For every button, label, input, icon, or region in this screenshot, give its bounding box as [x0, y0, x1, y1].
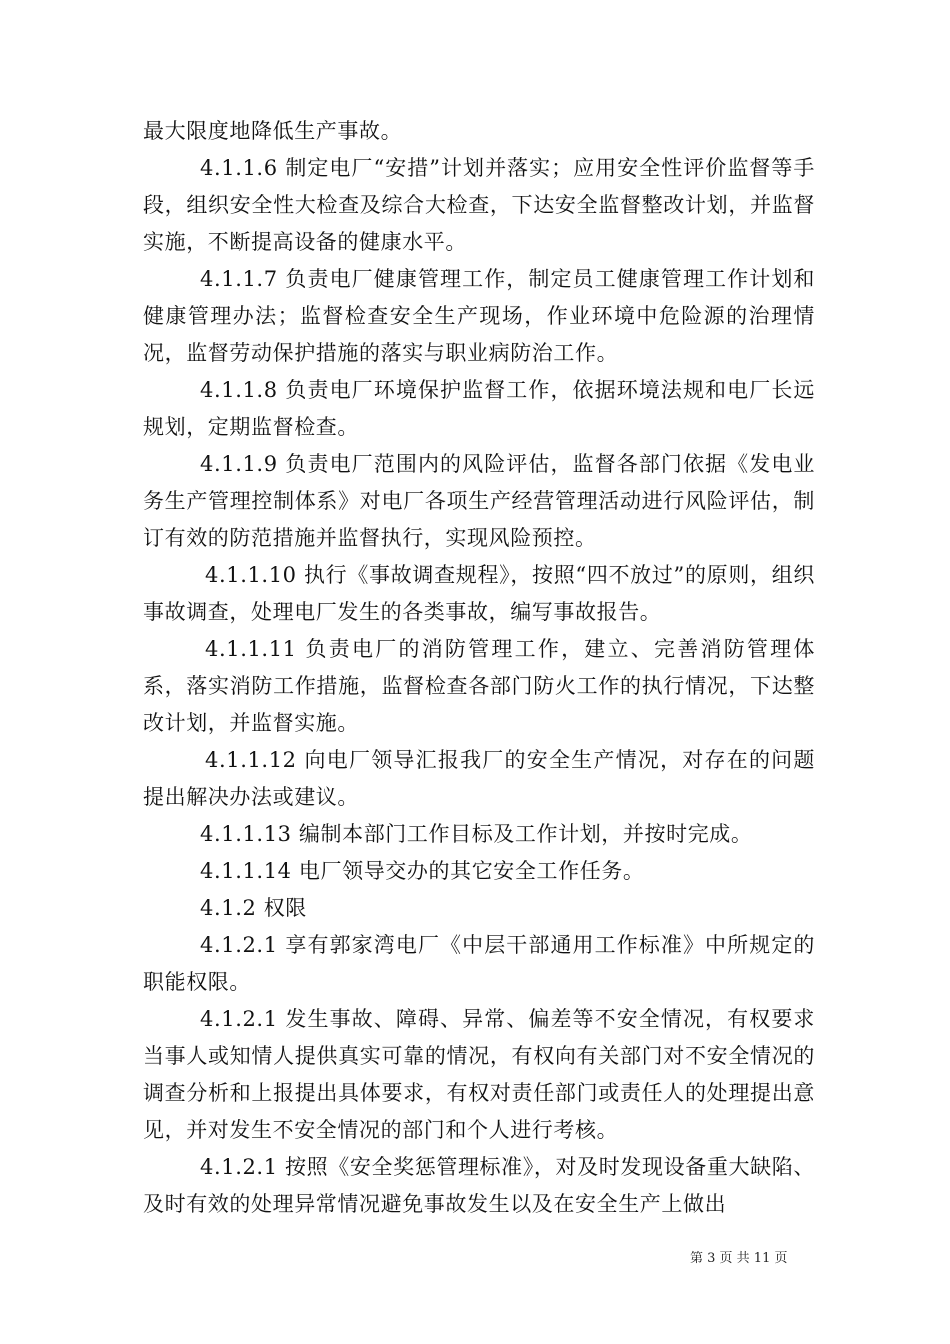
paragraph-4-1-2-1-c: 4.1.2.1 按照《安全奖惩管理标准》，对及时发现设备重大缺陷、及时有效的处理异常情况避免事故发生以及在安全生产上做出	[143, 1155, 815, 1216]
paragraph-4-1-1-12: 4.1.1.12 向电厂领导汇报我厂的安全生产情况，对存在的问题提出解决办法或建议。	[143, 748, 815, 809]
page-number-footer: 第 3 页 共 11 页	[690, 1251, 788, 1266]
paragraph-continuation: 最大限度地降低生产事故。	[143, 119, 403, 143]
section-heading-4-1-2: 4.1.2 权限	[200, 896, 307, 920]
paragraph-4-1-1-11: 4.1.1.11 负责电厂的消防管理工作，建立、完善消防管理体系，落实消防工作措施，监督检查各部门防火工作的执行情况，下达整改计划，并监督实施。	[143, 637, 815, 735]
paragraph-4-1-2-1-a: 4.1.2.1 享有郭家湾电厂《中层干部通用工作标准》中所规定的职能权限。	[143, 933, 815, 994]
paragraph-4-1-1-9: 4.1.1.9 负责电厂范围内的风险评估，监督各部门依据《发电业务生产管理控制体系》对电厂各项生产经营管理活动进行风险评估，制订有效的防范措施并监督执行，实现风险预控。	[143, 452, 815, 550]
paragraph-4-1-2-1-b: 4.1.2.1 发生事故、障碍、异常、偏差等不安全情况，有权要求当事人或知情人提供真实可靠的情况，有权向有关部门对不安全情况的调查分析和上报提出具体要求，有权对责任部门或责任人的处理提出意见，并对发生不安全情况的部门和个人进行考核。	[143, 1007, 815, 1142]
paragraph-4-1-1-8: 4.1.1.8 负责电厂环境保护监督工作，依据环境法规和电厂长远规划，定期监督检查。	[143, 378, 815, 439]
document-body	[143, 113, 815, 1223]
paragraph-4-1-1-14: 4.1.1.14 电厂领导交办的其它安全工作任务。	[200, 859, 645, 883]
paragraph-4-1-1-7: 4.1.1.7 负责电厂健康管理工作，制定员工健康管理工作计划和健康管理办法；监督检查安全生产现场，作业环境中危险源的治理情况，监督劳动保护措施的落实与职业病防治工作。	[143, 267, 815, 365]
paragraph-4-1-1-13: 4.1.1.13 编制本部门工作目标及工作计划，并按时完成。	[200, 822, 753, 846]
paragraph-4-1-1-6: 4.1.1.6 制定电厂“安措”计划并落实；应用安全性评价监督等手段，组织安全性大检查及综合大检查，下达安全监督整改计划，并监督实施，不断提高设备的健康水平。	[143, 156, 815, 254]
paragraph-4-1-1-10: 4.1.1.10 执行《事故调查规程》，按照“四不放过”的原则，组织事故调查，处理电厂发生的各类事故，编写事故报告。	[143, 563, 815, 624]
